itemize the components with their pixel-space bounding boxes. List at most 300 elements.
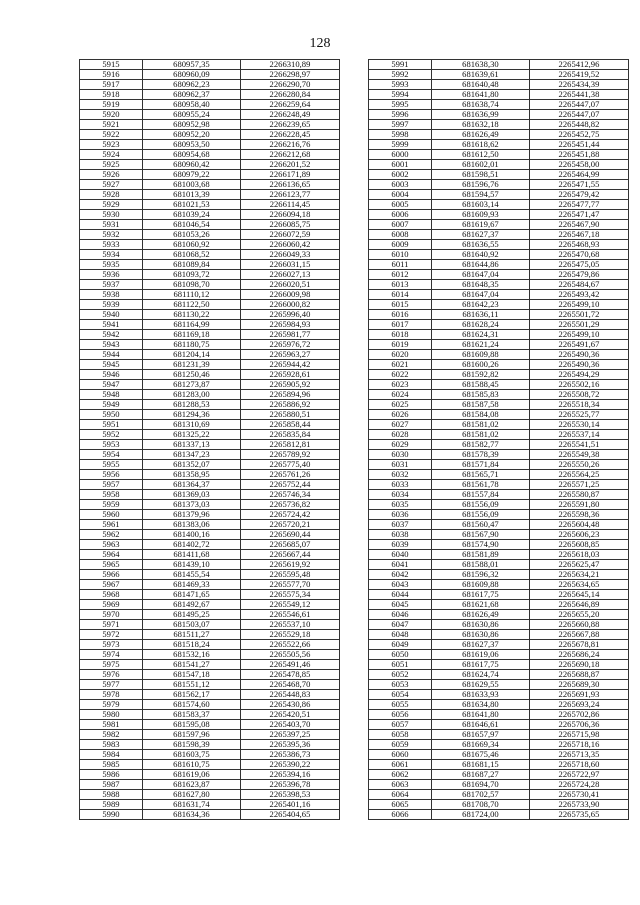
point-number-cell: 6034 [369, 490, 432, 500]
point-number-cell: 6060 [369, 750, 432, 760]
x-coordinate-cell: 680952,98 [142, 120, 240, 130]
y-coordinate-cell: 2266310,89 [240, 60, 339, 70]
point-number-cell: 5924 [80, 150, 143, 160]
point-number-cell: 5969 [80, 600, 143, 610]
x-coordinate-cell: 681122,50 [142, 300, 240, 310]
x-coordinate-cell: 681619,67 [431, 220, 529, 230]
y-coordinate-cell: 2265604,48 [529, 520, 628, 530]
x-coordinate-cell: 681581,02 [431, 430, 529, 440]
point-number-cell: 6035 [369, 500, 432, 510]
table-row [369, 470, 629, 480]
point-number-cell: 5945 [80, 360, 143, 370]
point-number-cell: 5981 [80, 720, 143, 730]
y-coordinate-cell: 2265905,92 [240, 380, 339, 390]
x-coordinate-cell: 681347,23 [142, 450, 240, 460]
x-coordinate-cell: 681547,18 [142, 670, 240, 680]
table-row [80, 540, 340, 550]
y-coordinate-cell: 2265752,44 [240, 480, 339, 490]
y-coordinate-cell: 2266136,65 [240, 180, 339, 190]
y-coordinate-cell: 2265395,36 [240, 740, 339, 750]
point-number-cell: 5978 [80, 690, 143, 700]
x-coordinate-cell: 681455,54 [142, 570, 240, 580]
y-coordinate-cell: 2265458,00 [529, 160, 628, 170]
table-row [369, 90, 629, 100]
point-number-cell: 6046 [369, 610, 432, 620]
point-number-cell: 6057 [369, 720, 432, 730]
table-row [369, 250, 629, 260]
point-number-cell: 5919 [80, 100, 143, 110]
y-coordinate-cell: 2265420,51 [240, 710, 339, 720]
y-coordinate-cell: 2265577,70 [240, 580, 339, 590]
table-row [369, 320, 629, 330]
x-coordinate-cell: 681647,04 [431, 290, 529, 300]
table-row [80, 730, 340, 740]
y-coordinate-cell: 2265467,90 [529, 220, 628, 230]
point-number-cell: 6042 [369, 570, 432, 580]
x-coordinate-cell: 681636,55 [431, 240, 529, 250]
y-coordinate-cell: 2265686,24 [529, 650, 628, 660]
y-coordinate-cell: 2265690,18 [529, 660, 628, 670]
table-row [369, 260, 629, 270]
x-coordinate-cell: 681641,80 [431, 90, 529, 100]
y-coordinate-cell: 2265546,61 [240, 610, 339, 620]
point-number-cell: 6066 [369, 810, 432, 820]
point-number-cell: 6051 [369, 660, 432, 670]
y-coordinate-cell: 2265401,16 [240, 800, 339, 810]
table-row [80, 140, 340, 150]
point-number-cell: 5968 [80, 590, 143, 600]
point-number-cell: 5922 [80, 130, 143, 140]
point-number-cell: 5992 [369, 70, 432, 80]
y-coordinate-cell: 2265706,36 [529, 720, 628, 730]
x-coordinate-cell: 681169,18 [142, 330, 240, 340]
point-number-cell: 6010 [369, 250, 432, 260]
y-coordinate-cell: 2265537,14 [529, 430, 628, 440]
x-coordinate-cell: 681584,08 [431, 410, 529, 420]
x-coordinate-cell: 681503,07 [142, 620, 240, 630]
table-row [80, 280, 340, 290]
point-number-cell: 6006 [369, 210, 432, 220]
x-coordinate-cell: 681627,80 [142, 790, 240, 800]
point-number-cell: 5944 [80, 350, 143, 360]
table-row [80, 180, 340, 190]
table-row [369, 280, 629, 290]
point-number-cell: 5998 [369, 130, 432, 140]
x-coordinate-cell: 681629,55 [431, 680, 529, 690]
table-row [369, 440, 629, 450]
y-coordinate-cell: 2265549,12 [240, 600, 339, 610]
table-row [80, 80, 340, 90]
point-number-cell: 5980 [80, 710, 143, 720]
y-coordinate-cell: 2265575,34 [240, 590, 339, 600]
x-coordinate-cell: 681619,06 [142, 770, 240, 780]
y-coordinate-cell: 2265452,75 [529, 130, 628, 140]
x-coordinate-cell: 681574,60 [142, 700, 240, 710]
y-coordinate-cell: 2265761,26 [240, 470, 339, 480]
point-number-cell: 5954 [80, 450, 143, 460]
table-row [369, 330, 629, 340]
x-coordinate-cell: 681594,57 [431, 190, 529, 200]
y-coordinate-cell: 2265976,72 [240, 340, 339, 350]
x-coordinate-cell: 681618,62 [431, 140, 529, 150]
table-row [369, 720, 629, 730]
y-coordinate-cell: 2265386,73 [240, 750, 339, 760]
point-number-cell: 5927 [80, 180, 143, 190]
y-coordinate-cell: 2265963,27 [240, 350, 339, 360]
y-coordinate-cell: 2265396,78 [240, 780, 339, 790]
y-coordinate-cell: 2266248,49 [240, 110, 339, 120]
point-number-cell: 6021 [369, 360, 432, 370]
y-coordinate-cell: 2265451,88 [529, 150, 628, 160]
point-number-cell: 5971 [80, 620, 143, 630]
table-row [80, 110, 340, 120]
point-number-cell: 6014 [369, 290, 432, 300]
x-coordinate-cell: 681098,70 [142, 280, 240, 290]
y-coordinate-cell: 2266000,82 [240, 300, 339, 310]
point-number-cell: 5926 [80, 170, 143, 180]
table-row [80, 220, 340, 230]
x-coordinate-cell: 681556,09 [431, 510, 529, 520]
y-coordinate-cell: 2265981,77 [240, 330, 339, 340]
x-coordinate-cell: 681379,96 [142, 510, 240, 520]
table-row [80, 700, 340, 710]
table-row [369, 550, 629, 560]
table-row [80, 710, 340, 720]
x-coordinate-cell: 681647,04 [431, 270, 529, 280]
x-coordinate-cell: 681492,67 [142, 600, 240, 610]
point-number-cell: 5975 [80, 660, 143, 670]
y-coordinate-cell: 2266094,18 [240, 210, 339, 220]
y-coordinate-cell: 2265494,29 [529, 370, 628, 380]
table-row [80, 400, 340, 410]
x-coordinate-cell: 681598,51 [431, 170, 529, 180]
point-number-cell: 5946 [80, 370, 143, 380]
table-row [369, 70, 629, 80]
point-number-cell: 6005 [369, 200, 432, 210]
y-coordinate-cell: 2265475,05 [529, 260, 628, 270]
y-coordinate-cell: 2265690,44 [240, 530, 339, 540]
point-number-cell: 5984 [80, 750, 143, 760]
x-coordinate-cell: 681621,68 [431, 600, 529, 610]
table-row [80, 790, 340, 800]
y-coordinate-cell: 2266239,65 [240, 120, 339, 130]
y-coordinate-cell: 2265499,10 [529, 330, 628, 340]
table-row [369, 510, 629, 520]
y-coordinate-cell: 2266031,15 [240, 260, 339, 270]
point-number-cell: 5963 [80, 540, 143, 550]
point-number-cell: 5938 [80, 290, 143, 300]
table-row [369, 110, 629, 120]
point-number-cell: 5933 [80, 240, 143, 250]
table-row [80, 460, 340, 470]
point-number-cell: 6029 [369, 440, 432, 450]
y-coordinate-cell: 2265646,89 [529, 600, 628, 610]
table-row [369, 390, 629, 400]
x-coordinate-cell: 681598,39 [142, 740, 240, 750]
x-coordinate-cell: 681634,80 [431, 700, 529, 710]
x-coordinate-cell: 681204,14 [142, 350, 240, 360]
point-number-cell: 5934 [80, 250, 143, 260]
x-coordinate-cell: 681325,22 [142, 430, 240, 440]
y-coordinate-cell: 2265724,28 [529, 780, 628, 790]
x-coordinate-cell: 681495,25 [142, 610, 240, 620]
table-row [80, 300, 340, 310]
x-coordinate-cell: 681626,49 [431, 610, 529, 620]
table-row [80, 190, 340, 200]
table-row [80, 330, 340, 340]
table-row [369, 80, 629, 90]
table-row [369, 800, 629, 810]
y-coordinate-cell: 2265508,72 [529, 390, 628, 400]
x-coordinate-cell: 681557,84 [431, 490, 529, 500]
y-coordinate-cell: 2266072,59 [240, 230, 339, 240]
point-number-cell: 5950 [80, 410, 143, 420]
point-number-cell: 5985 [80, 760, 143, 770]
y-coordinate-cell: 2265580,87 [529, 490, 628, 500]
x-coordinate-cell: 681617,75 [431, 590, 529, 600]
y-coordinate-cell: 2265403,70 [240, 720, 339, 730]
x-coordinate-cell: 681541,27 [142, 660, 240, 670]
x-coordinate-cell: 681642,23 [431, 300, 529, 310]
y-coordinate-cell: 2265928,61 [240, 370, 339, 380]
point-number-cell: 5915 [80, 60, 143, 70]
y-coordinate-cell: 2265722,97 [529, 770, 628, 780]
table-row [80, 410, 340, 420]
y-coordinate-cell: 2265691,93 [529, 690, 628, 700]
x-coordinate-cell: 681373,03 [142, 500, 240, 510]
y-coordinate-cell: 2265619,92 [240, 560, 339, 570]
point-number-cell: 5953 [80, 440, 143, 450]
table-row [80, 810, 340, 820]
y-coordinate-cell: 2265660,88 [529, 620, 628, 630]
point-number-cell: 5964 [80, 550, 143, 560]
table-row [369, 310, 629, 320]
point-number-cell: 6028 [369, 430, 432, 440]
x-coordinate-cell: 681609,93 [431, 210, 529, 220]
table-row [80, 560, 340, 570]
point-number-cell: 5973 [80, 640, 143, 650]
x-coordinate-cell: 681687,27 [431, 770, 529, 780]
y-coordinate-cell: 2265591,80 [529, 500, 628, 510]
table-row [80, 780, 340, 790]
y-coordinate-cell: 2265595,48 [240, 570, 339, 580]
x-coordinate-cell: 680960,42 [142, 160, 240, 170]
x-coordinate-cell: 681597,96 [142, 730, 240, 740]
x-coordinate-cell: 681600,26 [431, 360, 529, 370]
y-coordinate-cell: 2265736,82 [240, 500, 339, 510]
x-coordinate-cell: 681596,32 [431, 570, 529, 580]
table-row [80, 450, 340, 460]
x-coordinate-cell: 681630,86 [431, 620, 529, 630]
coordinates-table-right [368, 59, 629, 820]
point-number-cell: 5921 [80, 120, 143, 130]
table-row [369, 450, 629, 460]
point-number-cell: 5916 [80, 70, 143, 80]
table-row [369, 560, 629, 570]
table-row [80, 290, 340, 300]
y-coordinate-cell: 2266259,64 [240, 100, 339, 110]
x-coordinate-cell: 681588,01 [431, 560, 529, 570]
y-coordinate-cell: 2265667,44 [240, 550, 339, 560]
x-coordinate-cell: 681231,39 [142, 360, 240, 370]
point-number-cell: 6019 [369, 340, 432, 350]
point-number-cell: 6018 [369, 330, 432, 340]
y-coordinate-cell: 2265470,68 [529, 250, 628, 260]
y-coordinate-cell: 2265775,40 [240, 460, 339, 470]
table-row [369, 690, 629, 700]
point-number-cell: 6038 [369, 530, 432, 540]
table-row [80, 640, 340, 650]
x-coordinate-cell: 680979,22 [142, 170, 240, 180]
point-number-cell: 5974 [80, 650, 143, 660]
table-row [80, 440, 340, 450]
x-coordinate-cell: 681657,97 [431, 730, 529, 740]
y-coordinate-cell: 2266280,84 [240, 90, 339, 100]
y-coordinate-cell: 2265789,92 [240, 450, 339, 460]
table-row [369, 790, 629, 800]
x-coordinate-cell: 680952,20 [142, 130, 240, 140]
point-number-cell: 5939 [80, 300, 143, 310]
point-number-cell: 6053 [369, 680, 432, 690]
point-number-cell: 5937 [80, 280, 143, 290]
y-coordinate-cell: 2265730,41 [529, 790, 628, 800]
table-row [369, 350, 629, 360]
y-coordinate-cell: 2266085,75 [240, 220, 339, 230]
y-coordinate-cell: 2265471,47 [529, 210, 628, 220]
point-number-cell: 5935 [80, 260, 143, 270]
x-coordinate-cell: 681638,30 [431, 60, 529, 70]
x-coordinate-cell: 681588,45 [431, 380, 529, 390]
table-row [369, 770, 629, 780]
table-row [369, 180, 629, 190]
x-coordinate-cell: 681624,74 [431, 670, 529, 680]
y-coordinate-cell: 2265886,92 [240, 400, 339, 410]
y-coordinate-cell: 2266212,68 [240, 150, 339, 160]
x-coordinate-cell: 681561,78 [431, 480, 529, 490]
y-coordinate-cell: 2265529,18 [240, 630, 339, 640]
y-coordinate-cell: 2265678,81 [529, 640, 628, 650]
point-number-cell: 6022 [369, 370, 432, 380]
x-coordinate-cell: 681518,24 [142, 640, 240, 650]
point-number-cell: 6002 [369, 170, 432, 180]
table-row [369, 230, 629, 240]
table-row [369, 420, 629, 430]
x-coordinate-cell: 681631,74 [142, 800, 240, 810]
x-coordinate-cell: 681724,00 [431, 810, 529, 820]
y-coordinate-cell: 2265702,86 [529, 710, 628, 720]
y-coordinate-cell: 2265720,21 [240, 520, 339, 530]
y-coordinate-cell: 2265606,23 [529, 530, 628, 540]
point-number-cell: 5988 [80, 790, 143, 800]
table-row [80, 480, 340, 490]
point-number-cell: 6059 [369, 740, 432, 750]
y-coordinate-cell: 2265608,85 [529, 540, 628, 550]
table-row [80, 260, 340, 270]
point-number-cell: 6044 [369, 590, 432, 600]
x-coordinate-cell: 681619,06 [431, 650, 529, 660]
point-number-cell: 5995 [369, 100, 432, 110]
y-coordinate-cell: 2265655,20 [529, 610, 628, 620]
table-row [80, 380, 340, 390]
table-row [80, 550, 340, 560]
table-row [80, 240, 340, 250]
x-coordinate-cell: 681612,50 [431, 150, 529, 160]
y-coordinate-cell: 2265484,67 [529, 280, 628, 290]
table-row [80, 590, 340, 600]
y-coordinate-cell: 2265550,26 [529, 460, 628, 470]
point-number-cell: 6064 [369, 790, 432, 800]
point-number-cell: 6036 [369, 510, 432, 520]
table-row [369, 630, 629, 640]
x-coordinate-cell: 681603,75 [142, 750, 240, 760]
point-number-cell: 5918 [80, 90, 143, 100]
table-row [80, 610, 340, 620]
x-coordinate-cell: 681511,27 [142, 630, 240, 640]
x-coordinate-cell: 681039,24 [142, 210, 240, 220]
table-row [369, 430, 629, 440]
x-coordinate-cell: 681364,37 [142, 480, 240, 490]
x-coordinate-cell: 681626,49 [431, 130, 529, 140]
y-coordinate-cell: 2265493,42 [529, 290, 628, 300]
x-coordinate-cell: 681053,26 [142, 230, 240, 240]
table-row [80, 630, 340, 640]
table-row [369, 760, 629, 770]
point-number-cell: 5920 [80, 110, 143, 120]
y-coordinate-cell: 2265530,14 [529, 420, 628, 430]
x-coordinate-cell: 681623,87 [142, 780, 240, 790]
table-row [80, 340, 340, 350]
point-number-cell: 5989 [80, 800, 143, 810]
table-row [369, 370, 629, 380]
y-coordinate-cell: 2265468,93 [529, 240, 628, 250]
table-row [369, 60, 629, 70]
x-coordinate-cell: 681560,47 [431, 520, 529, 530]
x-coordinate-cell: 681640,48 [431, 80, 529, 90]
point-number-cell: 6033 [369, 480, 432, 490]
x-coordinate-cell: 681624,31 [431, 330, 529, 340]
x-coordinate-cell: 681068,52 [142, 250, 240, 260]
y-coordinate-cell: 2265490,36 [529, 350, 628, 360]
x-coordinate-cell: 681411,68 [142, 550, 240, 560]
table-row [369, 490, 629, 500]
y-coordinate-cell: 2265479,42 [529, 190, 628, 200]
point-number-cell: 5994 [369, 90, 432, 100]
y-coordinate-cell: 2265419,52 [529, 70, 628, 80]
x-coordinate-cell: 681644,86 [431, 260, 529, 270]
y-coordinate-cell: 2265667,88 [529, 630, 628, 640]
point-number-cell: 5947 [80, 380, 143, 390]
table-row [369, 140, 629, 150]
point-number-cell: 6055 [369, 700, 432, 710]
point-number-cell: 5967 [80, 580, 143, 590]
table-row [369, 810, 629, 820]
y-coordinate-cell: 2265447,07 [529, 100, 628, 110]
y-coordinate-cell: 2265724,42 [240, 510, 339, 520]
table-row [369, 500, 629, 510]
table-row [369, 530, 629, 540]
table-row [80, 390, 340, 400]
table-row [369, 640, 629, 650]
table-row [80, 130, 340, 140]
x-coordinate-cell: 681628,24 [431, 320, 529, 330]
y-coordinate-cell: 2265447,07 [529, 110, 628, 120]
x-coordinate-cell: 681180,75 [142, 340, 240, 350]
table-row [369, 680, 629, 690]
x-coordinate-cell: 681602,01 [431, 160, 529, 170]
y-coordinate-cell: 2265501,72 [529, 310, 628, 320]
point-number-cell: 5925 [80, 160, 143, 170]
x-coordinate-cell: 681532,16 [142, 650, 240, 660]
